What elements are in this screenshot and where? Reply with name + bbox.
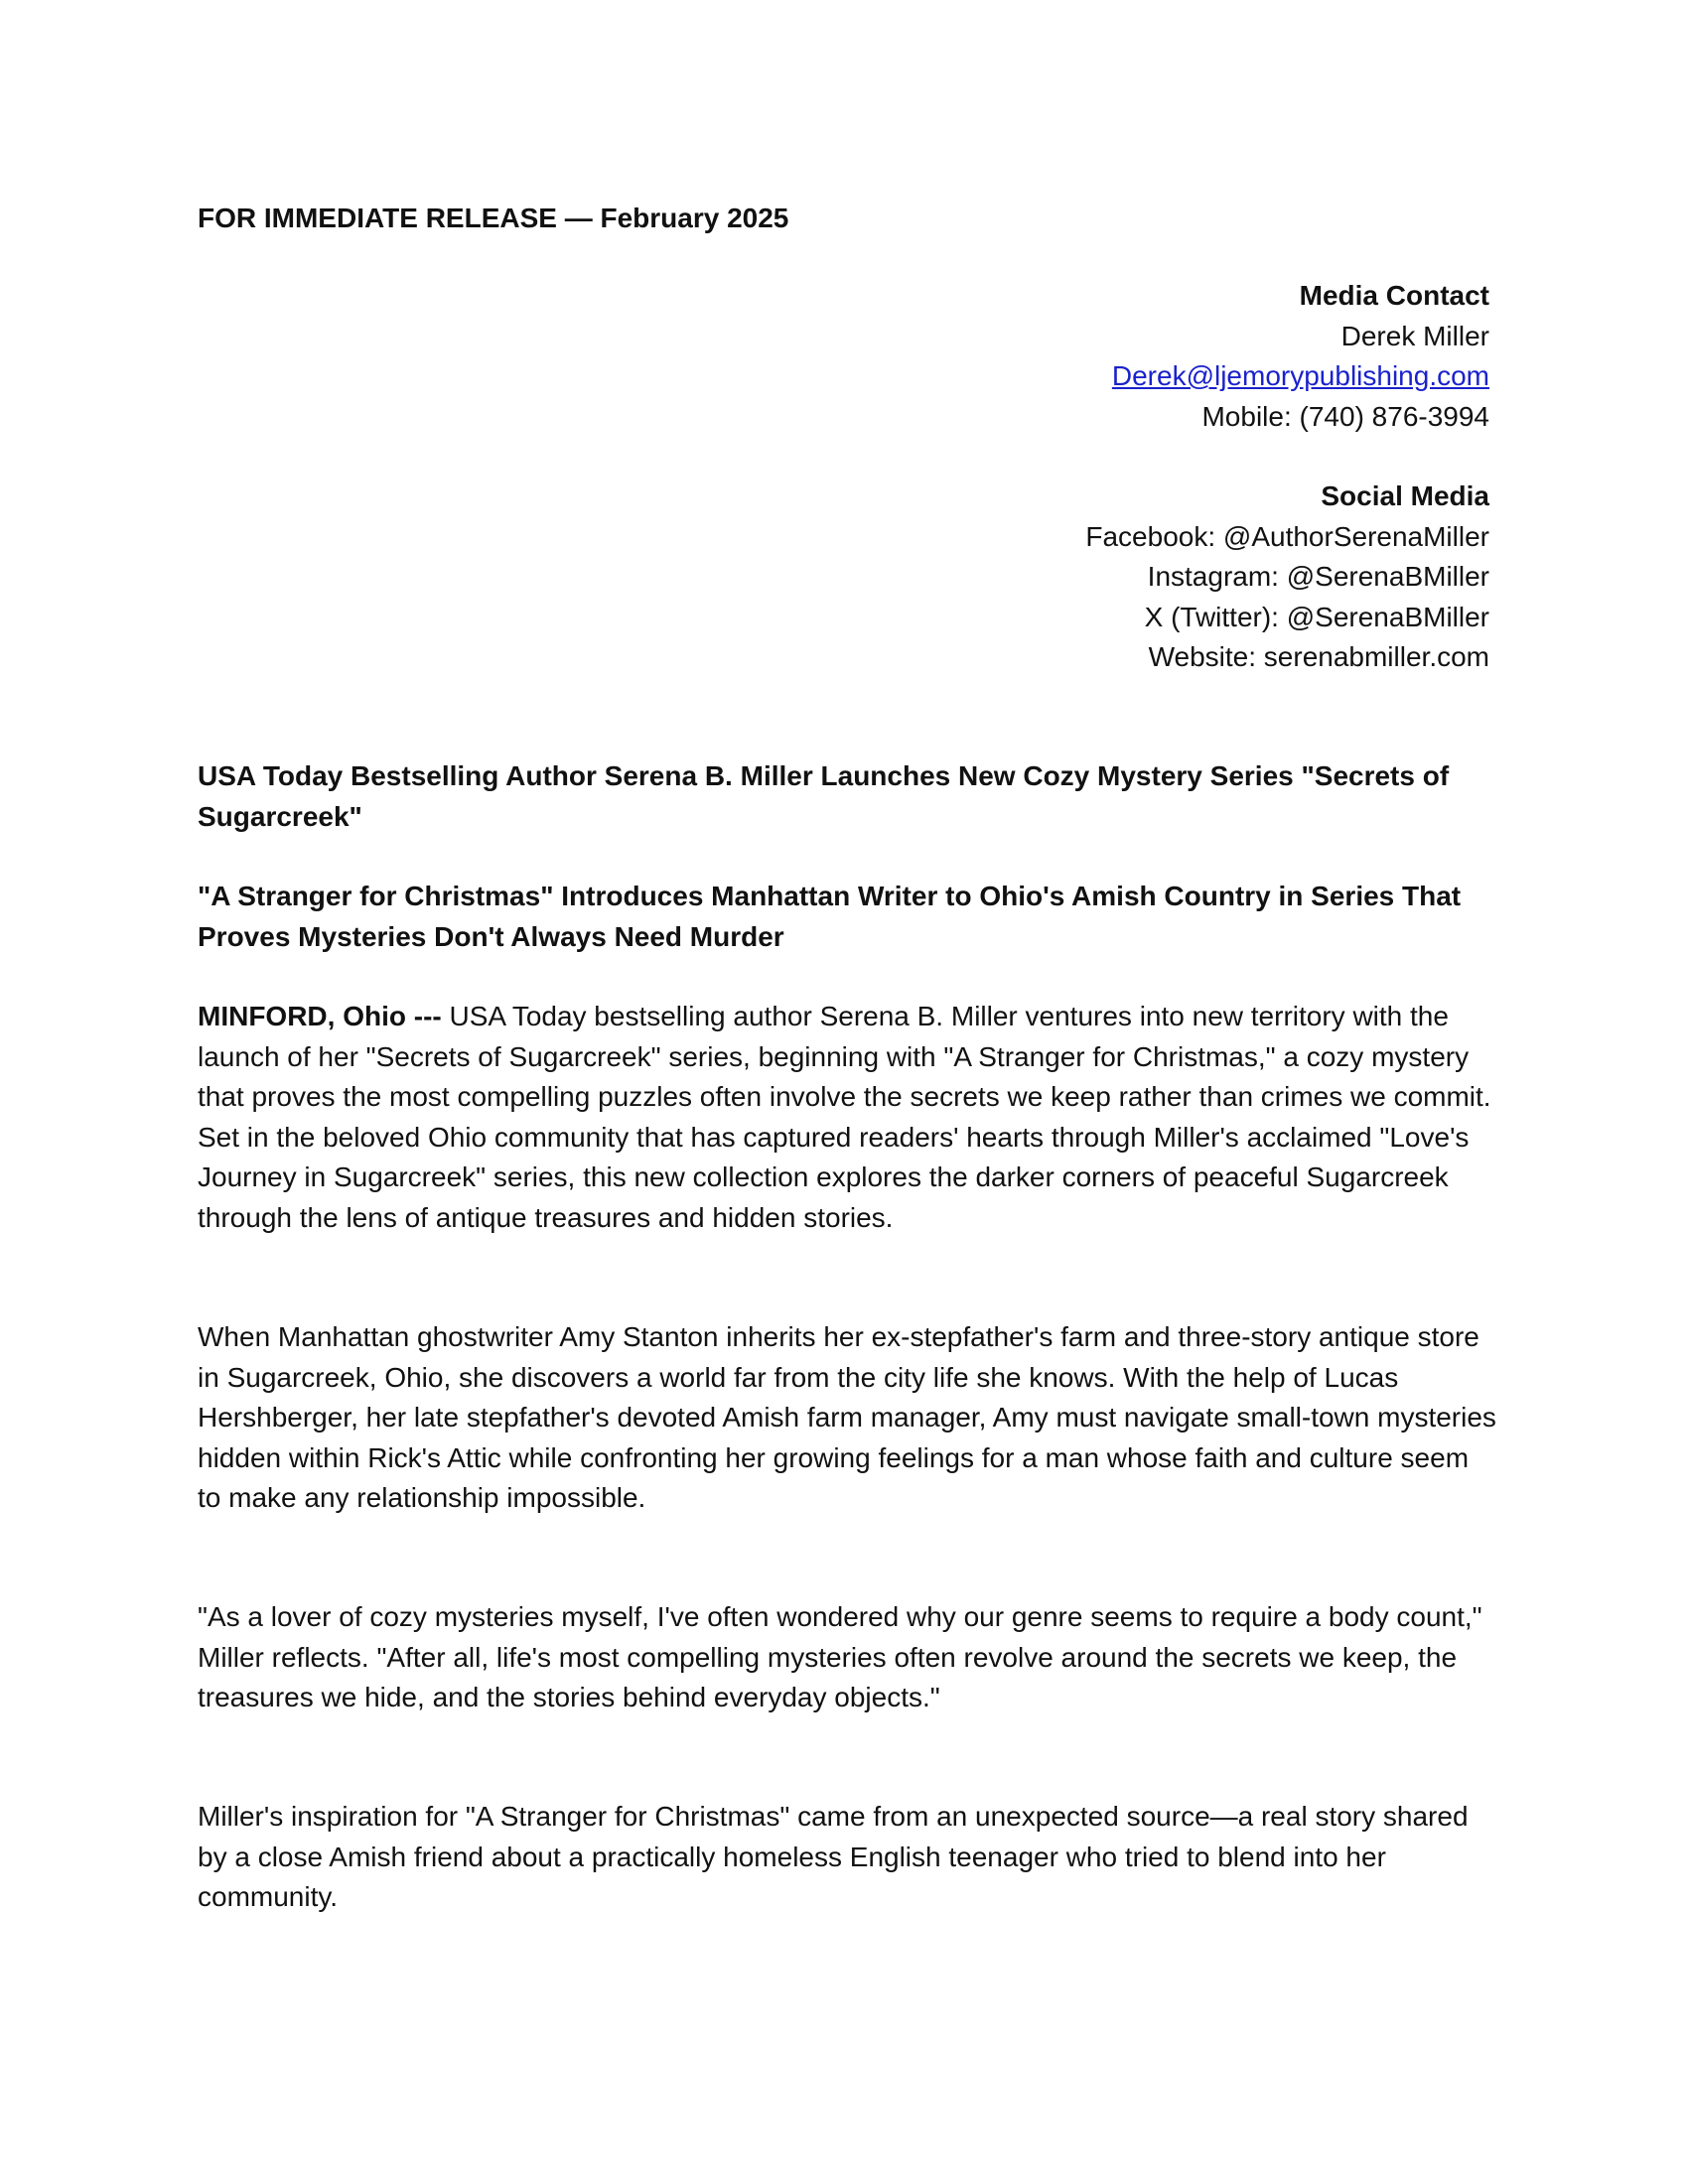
media-contact-mobile: Mobile: (740) 876-3994 bbox=[1201, 400, 1489, 432]
body-paragraph-3: "As a lover of cozy mysteries myself, I've often wondered why our genre seems to require a body count," Miller reflects. "After all, life's most compelling mysteries often revolve around the secrets we keep, the treasures we hide, and the stories behind everyday objects." bbox=[198, 1601, 1482, 1712]
social-website: Website: serenabmiller.com bbox=[1148, 641, 1489, 672]
social-facebook: Facebook: @AuthorSerenaMiller bbox=[1085, 520, 1489, 552]
dateline: MINFORD, Ohio --- bbox=[198, 1001, 442, 1031]
sub-headline: "A Stranger for Christmas" Introduces Manhattan Writer to Ohio's Amish Country in Series That Proves Mysteries Don't Always Need Murder bbox=[198, 881, 1462, 952]
body-paragraph-1 bbox=[198, 997, 1498, 1238]
media-contact-heading: Media Contact bbox=[1299, 280, 1489, 311]
body-paragraph-4: Miller's inspiration for "A Stranger for Christmas" came from an unexpected source—a real story shared by a close Amish friend about a practically homeless English teenager who tried to blend into her community. bbox=[198, 1801, 1469, 1912]
contact-spacer bbox=[794, 437, 1489, 477]
social-twitter: X (Twitter): @SerenaBMiller bbox=[1144, 601, 1489, 632]
contact-block bbox=[794, 276, 1489, 678]
social-media-heading: Social Media bbox=[1321, 480, 1489, 511]
body-paragraph-2: When Manhattan ghostwriter Amy Stanton inherits her ex-stepfather's farm and three-story antique store in Sugarcreek, Ohio, she discovers a world far from the city life she knows. With the help of Lucas Hershberger, her late stepfather's devoted Amish farm manager, Amy must navigate small-town mysteries hidden within Rick's Attic while confronting her growing feelings for a man whose faith and culture seem to make any relationship impossible. bbox=[198, 1321, 1496, 1513]
release-date-line: FOR IMMEDIATE RELEASE — February 2025 bbox=[198, 203, 789, 233]
social-instagram: Instagram: @SerenaBMiller bbox=[1147, 561, 1489, 592]
paragraph-1-text: USA Today bestselling author Serena B. Miller ventures into new territory with the launch of her "Secrets of Sugarcreek" series, beginning with "A Stranger for Christmas," a cozy mystery that proves the most compelling puzzles often involve the secrets we keep rather than crimes we commit. Set in the beloved Ohio community that has captured readers' hearts through Miller's acclaimed "Love's Journey in Sugarcreek" series, this new collection explores the darker corners of peaceful Sugarcreek through the lens of antique treasures and hidden stories. bbox=[198, 1001, 1491, 1233]
media-contact-email-link[interactable]: Derek@ljemorypublishing.com bbox=[1111, 360, 1489, 391]
main-headline: USA Today Bestselling Author Serena B. Miller Launches New Cozy Mystery Series "Secrets of Sugarcreek" bbox=[198, 760, 1450, 832]
media-contact-name: Derek Miller bbox=[1340, 320, 1489, 351]
